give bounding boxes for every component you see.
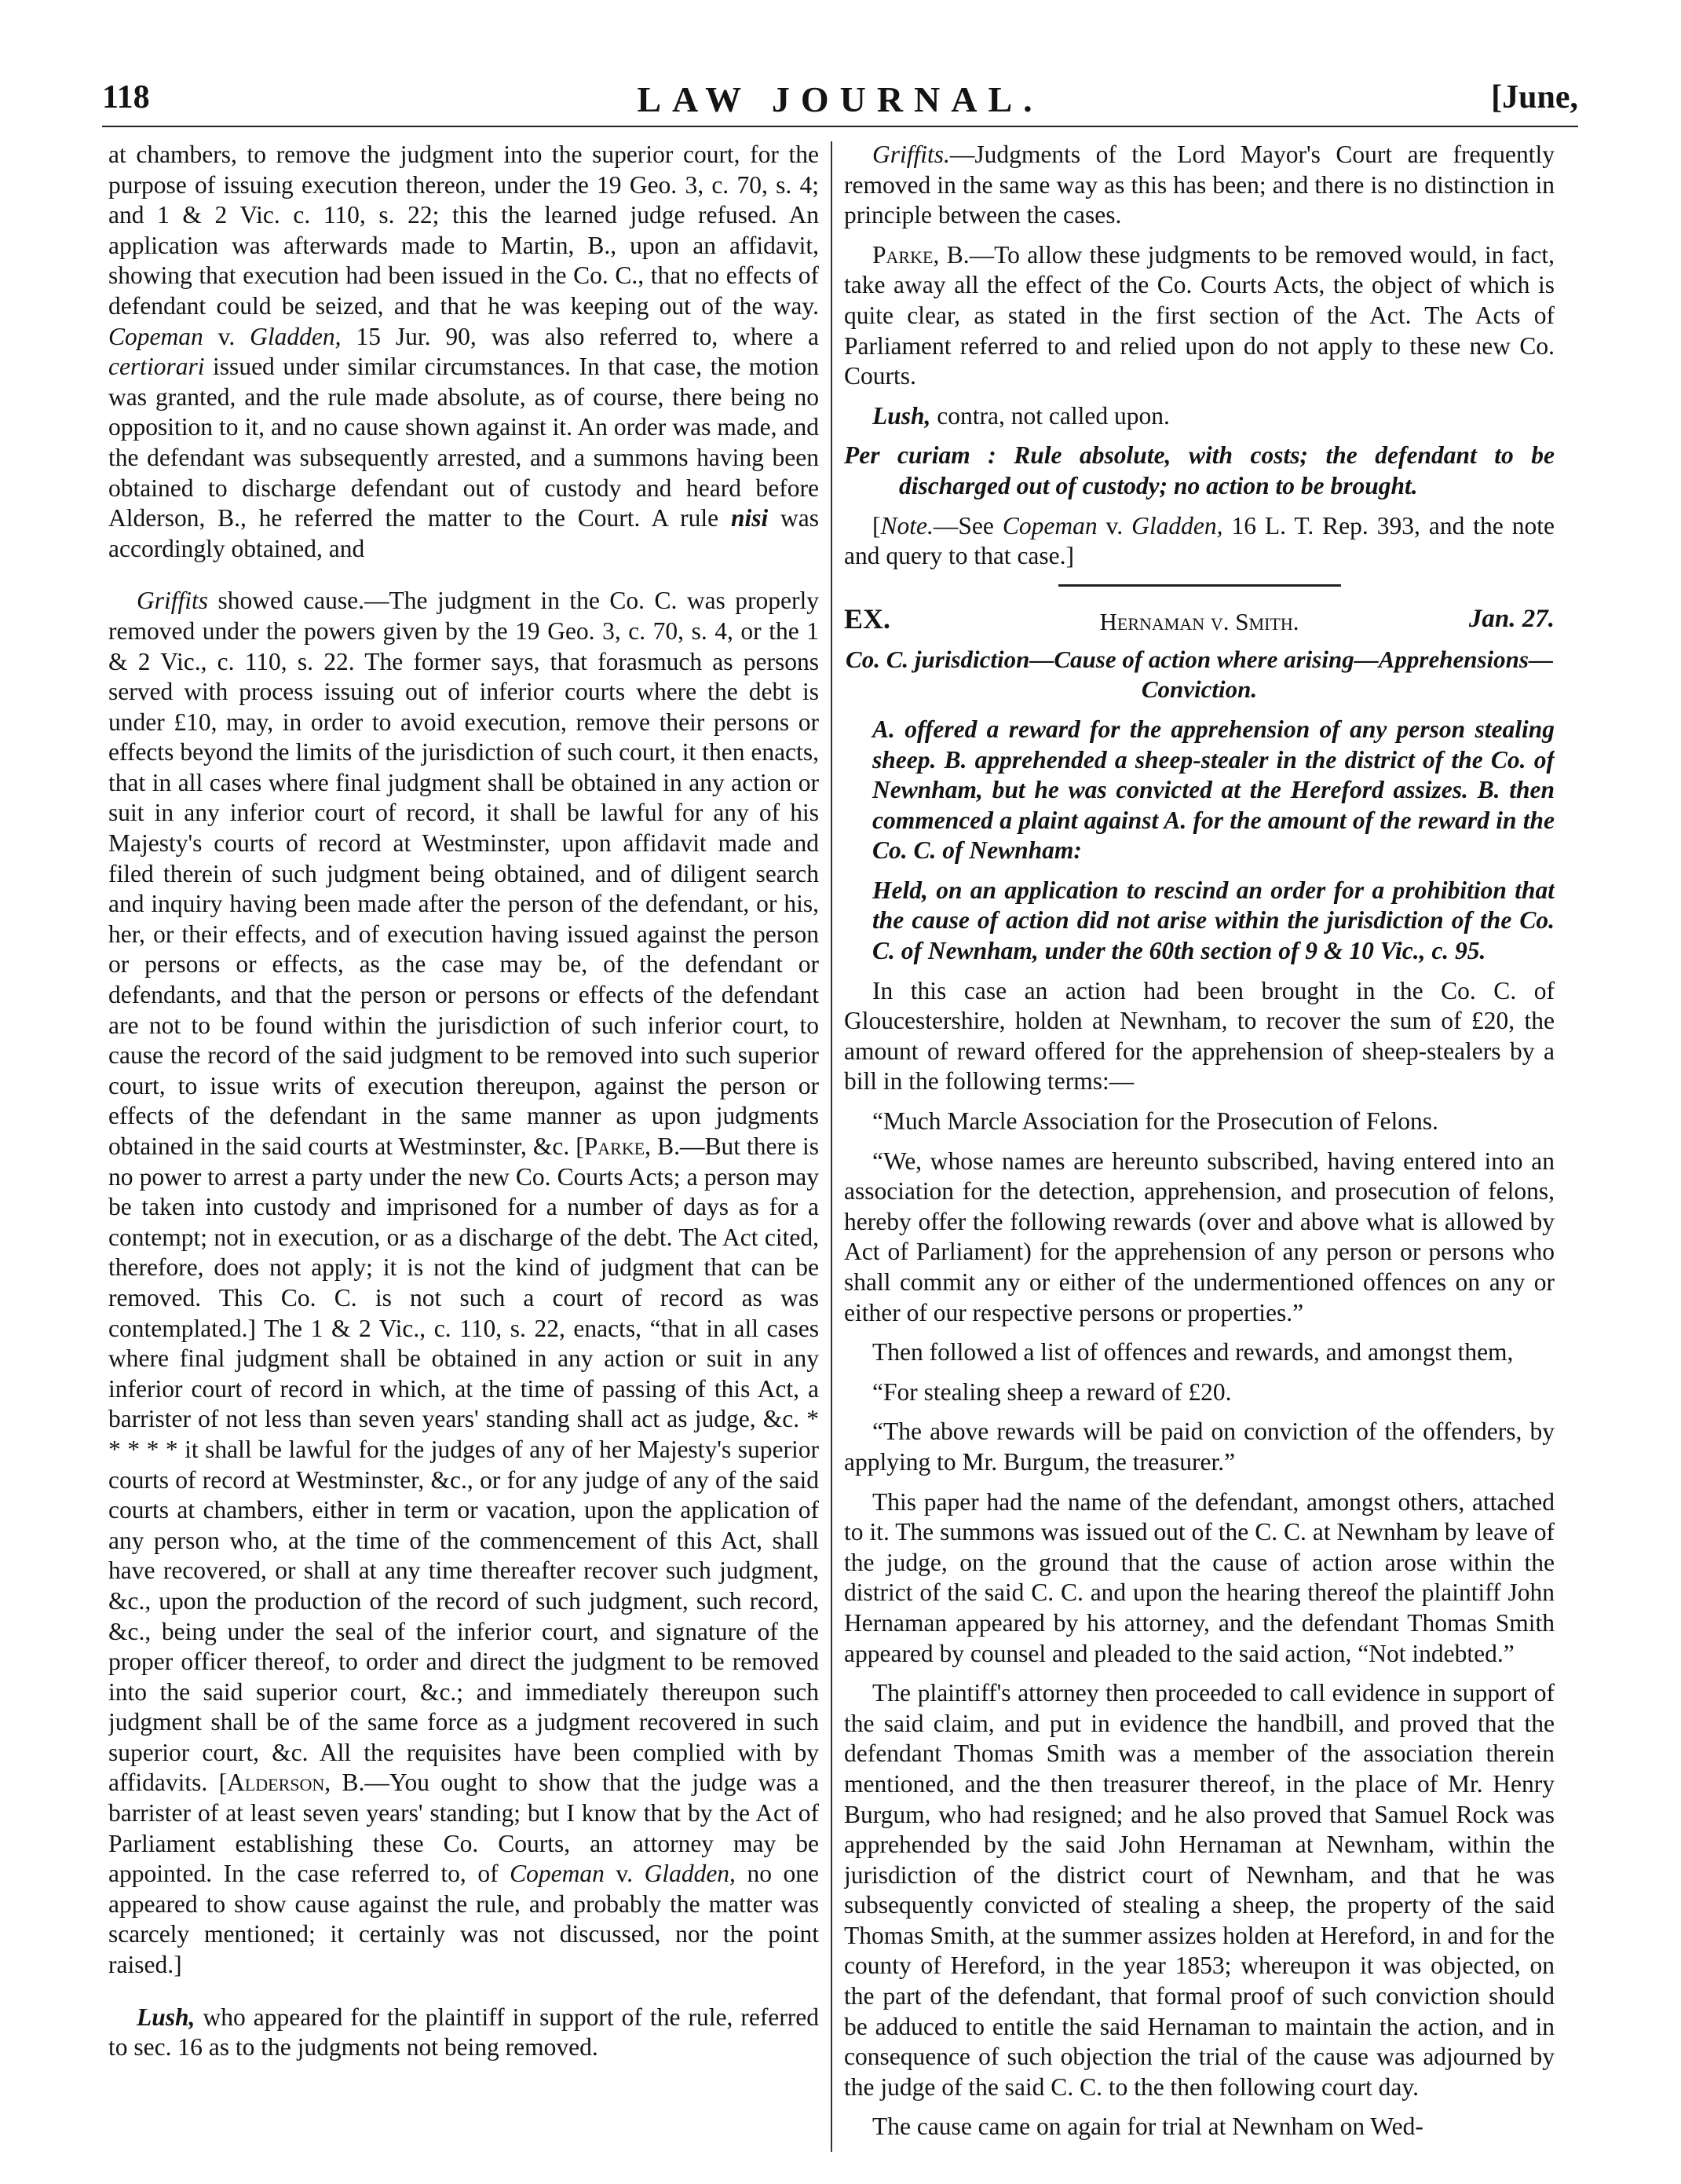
paragraph: Lush, who appeared for the plaintiff in support of the rule, referred to sec. 16 as to the judgments not being removed.	[108, 2003, 819, 2061]
running-head-month: [June,	[1491, 79, 1578, 115]
case-name: Hernaman v. Smith.	[1099, 607, 1299, 635]
running-head: LAW JOURNAL.	[637, 79, 1043, 119]
paragraph: “We, whose names are hereunto subscribed, having entered into an association for the detection, apprehension, and prosecution of felons, hereby offer the following rewards (over and above what is allowed by Act of Parliament) for the apprehension of any person or persons who shall commit any or either of the undermentioned offences on any or either of our respective persons or properties.”	[844, 1147, 1555, 1326]
case-date: Jan. 27.	[1468, 604, 1555, 633]
paragraph: at chambers, to remove the judgment into the superior court, for the purpose of issuing execution thereon, under the 19 Geo. 3, c. 70, s. 4; and 1 & 2 Vic. c. 110, s. 22; this the learned judge refused. An application was afterwards made to Martin, B., upon an affidavit, showing that execution had been issued in the Co. C., that no effects of defendant could be seized, and that he was keeping out of the way. Copeman v. Gladden, 15 Jur. 90, was also referred to, where a certiorari issued under similar circumstances. In that case, the motion was granted, and the rule made absolute, as of course, there being no opposition to it, and no cause shown against it. An order was made, and the defendant was subsequently arrested, and a summons having been obtained to discharge defendant out of custody and heard before Alderson, B., he referred the matter to the Court. A rule nisi was accordingly obtained, and	[108, 141, 819, 562]
paragraph: In this case an action had been brought in the Co. C. of Gloucestershire, holden at Newnham, to recover the sum of £20, the amount of reward offered for the apprehension of sheep-stealers by a bill in the following terms:—	[844, 976, 1555, 1096]
paragraph: The cause came on again for trial at Newnham on Wed-	[872, 2113, 1423, 2141]
paragraph: The plaintiff's attorney then proceeded to call evidence in support of the said claim, and put in evidence the handbill, and proved that the defendant Thomas Smith was a member of the association therein mentioned, and the then treasurer thereof, in the place of Mr. Henry Burgum, who had resigned; and he also proved that Samuel Rock was apprehended by the said John Hernaman at Newnham, within the jurisdiction of the district court of Newnham, and that he was subsequently convicted of stealing a sheep, the property of the said Thomas Smith, at the summer assizes holden at Hereford, in and for the county of Hereford, in the year 1853; whereupon it was objected, on the part of the defendant, that formal proof of such conviction should be adduced to entitle the said Hernaman to maintain the action, and in consequence of such objection the trial of the cause was adjourned by the judge of the said C. C. to the then following court day.	[844, 1679, 1555, 2101]
paragraph: “The above rewards will be paid on conviction of the offenders, by applying to Mr. Burgum, the treasurer.”	[844, 1418, 1555, 1476]
paragraph: “Much Marcle Association for the Prosecution of Felons.	[872, 1107, 1438, 1136]
case-headnote-title: Co. C. jurisdiction—Cause of action where arising—Apprehensions—Conviction.	[846, 645, 1553, 704]
headnote: Held, on an application to rescind an order for a prohibition that the cause of action did not arise within the jurisdiction of the Co. C. of Newnham, under the 60th section of 9 & 10 Vic., c. 95.	[872, 876, 1555, 965]
case-separator	[1058, 584, 1341, 587]
headnote: A. offered a reward for the apprehension of any person stealing sheep. B. apprehended a sheep-stealer in the district of the Co. of Newnham, but he was convicted at the Hereford assizes. B. then commenced a plaint against A. for the amount of the reward in the Co. C. of Newnham:	[872, 715, 1555, 865]
page-header	[102, 79, 1578, 127]
note: [Note.—See Copeman v. Gladden, 16 L. T. Rep. 393, and the note and query to that case.]	[844, 511, 1555, 570]
column-divider	[831, 141, 832, 2152]
paragraph: Lush, contra, not called upon.	[872, 401, 1170, 430]
paragraph: Griffits.—Judgments of the Lord Mayor's Court are frequently removed in the same way as this has been; and there is no distinction in principle between the cases.	[844, 141, 1555, 229]
per-curiam: Per curiam : Rule absolute, with costs; the defendant to be discharged out of custody; no action to be brought.	[844, 441, 1555, 499]
paragraph: Parke, B.—To allow these judgments to be removed would, in fact, take away all the effect of the Co. Courts Acts, the object of which is quite clear, as stated in the first section of the Act. The Acts of Parliament referred to and relied upon do not apply to these new Co. Courts.	[844, 240, 1555, 390]
right-column	[844, 140, 1555, 2142]
page-number: 118	[102, 79, 150, 115]
paragraph: Griffits showed cause.—The judgment in the Co. C. was properly removed under the powers given by the 19 Geo. 3, c. 70, s. 4, or the 1 & 2 Vic., c. 110, s. 22. The former says, that forasmuch as persons served with process issuing out of inferior courts where the debt is under £10, may, in order to avoid execution, remove their persons or effects beyond the limits of the jurisdiction of such court, it then enacts, that in all cases where final judgment shall be obtained in any action or suit in any inferior court of record, it shall be lawful for any of his Majesty's courts of record at Westminster, upon affidavit made and filed therein of such judgment being obtained, and of diligent search and inquiry having been made after the person of the defendant, or his, her, or their effects, and of execution having issued against the person or persons or effects, as the case may be, of the defendant or defendants, and that the person or persons or effects of the defendant are not to be found within the jurisdiction of such inferior court, to cause the record of the said judgment to be removed into such superior court, to issue writs of execution thereupon, against the person or effects of the defendant in the same manner as upon judgments obtained in the said courts at Westminster, &c. [Parke, B.—But there is no power to arrest a party under the new Co. Courts Acts; a person may be taken into custody and imprisoned for a number of days as for a contempt; not in execution, or as a discharge of the debt. The Act cited, therefore, does not apply; it is not the kind of judgment that can be removed. This Co. C. is not such a court of record as was contemplated.] The 1 & 2 Vic., c. 110, s. 22, enacts, “that in all cases where final judgment shall be obtained in any action or suit in any inferior court of record in which, at the time of passing of this Act, a barrister of not less than seven years' standing shall act as judge, &c. * * * * * it shall be lawful for the judges of any of her Majesty's superior courts of record at Westminster, &c., or for any judge of any of the said courts at chambers, either in term or vacation, upon the application of any person who, at the time of the commencement of this Act, shall have recovered, or shall at any time thereafter recover such judgment, &c., upon the production of the record of such judgment, such record, &c., being under the seal of the inferior court, and signature of the proper officer thereof, to order and direct the judgment to be removed into the said superior court, &c.; and immediately thereupon such judgment shall be of the same force as a judgment recovered in such superior court, &c. All the requisites have been complied with by affidavits. [Alderson, B.—You ought to show that the judge was a barrister of at least seven years' standing; but I know that by the Act of Parliament establishing these Co. Courts, an attorney may be appointed. In the case referred to, of Copeman v. Gladden, no one appeared to show cause against the rule, and probably the matter was scarcely mentioned; it certainly was not discussed, nor the point raised.]	[108, 587, 819, 1979]
paragraph: “For stealing sheep a reward of £20.	[872, 1377, 1232, 1406]
paragraph: This paper had the name of the defendant, amongst others, attached to it. The summons was issued out of the C. C. at Newnham by leave of the judge, on the ground that the cause of action arose within the district of the said C. C. and upon the hearing thereof the plaintiff John Hernaman appeared by his attorney, and the defendant Thomas Smith appeared by counsel and pleaded to the said action, “Not indebted.”	[844, 1487, 1555, 1667]
paragraph: Then followed a list of offences and rewards, and amongst them,	[872, 1338, 1514, 1366]
court-abbrev: EX.	[844, 602, 891, 635]
left-column	[108, 140, 819, 2142]
case-heading	[844, 604, 1555, 638]
